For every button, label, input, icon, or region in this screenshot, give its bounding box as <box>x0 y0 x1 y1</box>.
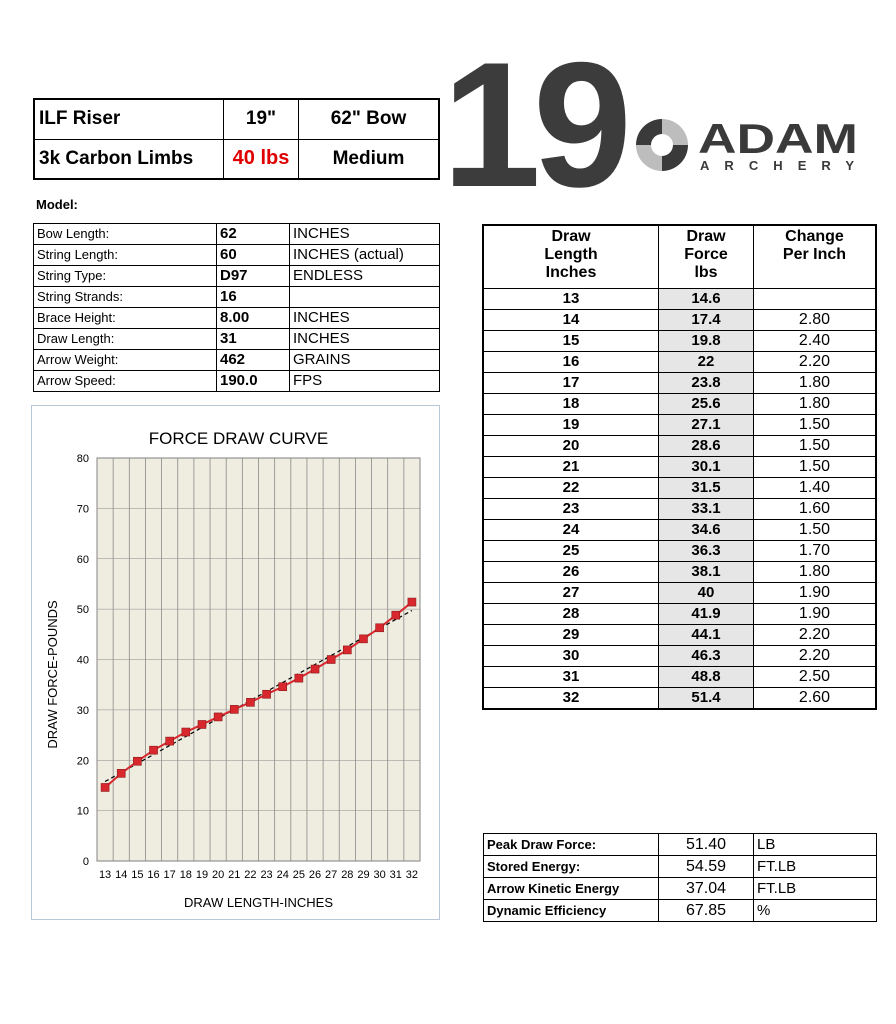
draw-force-cell: 27.1 <box>659 415 754 436</box>
spec-row <box>34 224 440 245</box>
summary-label: Dynamic Efficiency <box>484 900 659 922</box>
y-tick-label: 40 <box>76 654 89 667</box>
draw-length-cell: 21 <box>483 457 659 478</box>
table-row <box>483 457 876 478</box>
table-row <box>483 373 876 394</box>
change-per-inch-cell: 1.50 <box>754 520 877 541</box>
x-tick-label: 26 <box>308 869 322 881</box>
draw-length-cell: 27 <box>483 583 659 604</box>
x-tick-label: 15 <box>131 869 144 881</box>
change-per-inch-cell: 1.50 <box>754 436 877 457</box>
force-draw-chart-svg <box>32 406 439 919</box>
summary-unit: FT.LB <box>754 878 877 900</box>
draw-force-cell: 25.6 <box>659 394 754 415</box>
y-axis-label: DRAW FORCE-POUNDS <box>45 600 60 749</box>
summary-label: Stored Energy: <box>484 856 659 878</box>
table-row <box>483 625 876 646</box>
force-draw-chart <box>31 405 440 920</box>
data-point <box>214 713 222 721</box>
spec-label: Draw Length: <box>34 329 217 350</box>
data-point <box>376 624 384 632</box>
x-tick-label: 22 <box>244 869 257 881</box>
summary-row <box>484 900 877 922</box>
data-point <box>246 698 254 706</box>
spec-value: 31 <box>217 329 290 350</box>
data-point <box>101 783 109 791</box>
y-tick-label: 80 <box>76 453 89 465</box>
data-point <box>392 611 400 619</box>
limb-length: Medium <box>299 139 440 179</box>
summary-value: 51.40 <box>659 834 754 856</box>
table-row <box>483 646 876 667</box>
table-row <box>483 352 876 373</box>
change-per-inch-cell: 1.60 <box>754 499 877 520</box>
summary-row <box>484 878 877 900</box>
x-axis-label: DRAW LENGTH-INCHES <box>183 895 334 910</box>
change-per-inch-cell: 1.70 <box>754 541 877 562</box>
data-point <box>182 728 190 736</box>
spec-value: 462 <box>217 350 290 371</box>
spec-value: 60 <box>217 245 290 266</box>
draw-length-cell: 15 <box>483 331 659 352</box>
change-per-inch-cell: 2.20 <box>754 646 877 667</box>
draw-force-cell: 19.8 <box>659 331 754 352</box>
spec-label: String Length: <box>34 245 217 266</box>
spec-table <box>33 223 440 392</box>
spec-unit: GRAINS <box>290 350 440 371</box>
draw-length-cell: 26 <box>483 562 659 583</box>
x-tick-label: 31 <box>389 869 402 881</box>
x-tick-label: 21 <box>228 869 241 881</box>
table-row <box>483 604 876 625</box>
table-row <box>483 310 876 331</box>
data-point <box>263 690 271 698</box>
table-row <box>483 562 876 583</box>
x-tick-label: 17 <box>163 869 176 881</box>
y-tick-label: 0 <box>82 856 89 868</box>
table-row <box>483 520 876 541</box>
adam-archery-logo <box>634 115 866 175</box>
y-tick-label: 60 <box>76 553 89 566</box>
table-row <box>483 331 876 352</box>
draw-length-cell: 22 <box>483 478 659 499</box>
change-per-inch-cell: 2.20 <box>754 625 877 646</box>
summary-unit: % <box>754 900 877 922</box>
summary-value: 54.59 <box>659 856 754 878</box>
riser-type: ILF Riser <box>34 99 224 139</box>
table-row <box>483 394 876 415</box>
draw-length-cell: 13 <box>483 289 659 310</box>
bow-header-table <box>33 98 440 180</box>
change-per-inch-cell: 2.80 <box>754 310 877 331</box>
riser-size-big-number: 19 <box>442 25 624 224</box>
spec-row <box>34 266 440 287</box>
summary-row <box>484 856 877 878</box>
draw-force-cell: 34.6 <box>659 520 754 541</box>
spec-value: 16 <box>217 287 290 308</box>
spec-unit: INCHES (actual) <box>290 245 440 266</box>
table-row <box>483 478 876 499</box>
change-per-inch-cell: 1.40 <box>754 478 877 499</box>
change-per-inch-cell: 1.50 <box>754 457 877 478</box>
draw-length-cell: 32 <box>483 688 659 710</box>
spec-row <box>34 329 440 350</box>
change-per-inch-cell: 1.90 <box>754 604 877 625</box>
data-point <box>198 720 206 728</box>
logo-sub-text: ARCHERY <box>700 158 854 173</box>
draw-length-cell: 14 <box>483 310 659 331</box>
draw-force-cell: 44.1 <box>659 625 754 646</box>
spec-unit: ENDLESS <box>290 266 440 287</box>
draw-length-cell: 17 <box>483 373 659 394</box>
data-point <box>359 635 367 643</box>
data-point <box>166 737 174 745</box>
header-row <box>34 139 439 179</box>
draw-length-cell: 28 <box>483 604 659 625</box>
spec-unit: FPS <box>290 371 440 392</box>
draw-length-cell: 24 <box>483 520 659 541</box>
x-tick-label: 24 <box>276 869 289 881</box>
column-header: Draw Length Inches <box>483 225 659 289</box>
table-row <box>483 541 876 562</box>
chart-title: FORCE DRAW CURVE <box>148 429 329 448</box>
draw-length-cell: 23 <box>483 499 659 520</box>
x-tick-label: 16 <box>147 869 160 881</box>
draw-force-cell: 28.6 <box>659 436 754 457</box>
spec-value: 62 <box>217 224 290 245</box>
table-row <box>483 289 876 310</box>
spec-unit: INCHES <box>290 329 440 350</box>
y-tick-label: 20 <box>76 755 89 768</box>
spec-label: Bow Length: <box>34 224 217 245</box>
x-tick-label: 32 <box>405 869 419 881</box>
x-tick-label: 23 <box>260 869 273 881</box>
draw-force-cell: 22 <box>659 352 754 373</box>
spec-row <box>34 308 440 329</box>
draw-force-cell: 40 <box>659 583 754 604</box>
table-row <box>483 583 876 604</box>
table-row <box>483 688 876 710</box>
draw-length-cell: 30 <box>483 646 659 667</box>
data-point <box>150 746 158 754</box>
bow-length-label: 62" Bow <box>299 99 440 139</box>
summary-row <box>484 834 877 856</box>
summary-label: Peak Draw Force: <box>484 834 659 856</box>
x-tick-label: 20 <box>212 869 225 881</box>
data-point <box>133 757 141 765</box>
y-tick-label: 10 <box>76 805 89 818</box>
x-tick-label: 25 <box>292 869 305 881</box>
draw-length-cell: 20 <box>483 436 659 457</box>
summary-value: 37.04 <box>659 878 754 900</box>
data-point <box>343 646 351 654</box>
limb-weight: 40 lbs <box>224 139 299 179</box>
draw-length-cell: 25 <box>483 541 659 562</box>
table-row <box>483 667 876 688</box>
draw-force-cell: 36.3 <box>659 541 754 562</box>
x-tick-label: 13 <box>98 869 112 881</box>
spec-label: String Strands: <box>34 287 217 308</box>
data-point <box>327 656 335 664</box>
x-tick-label: 27 <box>325 869 338 881</box>
spec-unit: INCHES <box>290 308 440 329</box>
data-point <box>311 665 319 673</box>
x-tick-label: 18 <box>179 869 192 881</box>
spec-row <box>34 350 440 371</box>
column-header: Draw Force lbs <box>659 225 754 289</box>
change-per-inch-cell: 1.80 <box>754 394 877 415</box>
draw-force-cell: 23.8 <box>659 373 754 394</box>
data-point <box>117 769 125 777</box>
summary-unit: FT.LB <box>754 856 877 878</box>
summary-label: Arrow Kinetic Energy <box>484 878 659 900</box>
draw-length-cell: 19 <box>483 415 659 436</box>
y-tick-label: 30 <box>76 704 89 717</box>
spec-row <box>34 371 440 392</box>
draw-force-cell: 14.6 <box>659 289 754 310</box>
draw-length-cell: 31 <box>483 667 659 688</box>
draw-table-header <box>483 225 876 289</box>
draw-force-cell: 31.5 <box>659 478 754 499</box>
data-point <box>408 598 416 606</box>
data-point <box>230 705 238 713</box>
x-tick-label: 14 <box>115 869 128 881</box>
draw-force-cell: 38.1 <box>659 562 754 583</box>
column-header: Change Per Inch <box>754 225 877 289</box>
draw-force-cell: 33.1 <box>659 499 754 520</box>
change-per-inch-cell: 2.40 <box>754 331 877 352</box>
x-tick-label: 30 <box>373 869 386 881</box>
table-row <box>483 436 876 457</box>
model-label: Model: <box>36 197 78 212</box>
change-per-inch-cell: 2.20 <box>754 352 877 373</box>
spec-label: String Type: <box>34 266 217 287</box>
draw-length-cell: 18 <box>483 394 659 415</box>
table-row <box>483 415 876 436</box>
spec-label: Arrow Speed: <box>34 371 217 392</box>
table-row <box>483 499 876 520</box>
change-per-inch-cell: 1.80 <box>754 373 877 394</box>
draw-force-cell: 30.1 <box>659 457 754 478</box>
spec-unit: INCHES <box>290 224 440 245</box>
summary-value: 67.85 <box>659 900 754 922</box>
data-point <box>295 674 303 682</box>
change-per-inch-cell: 2.60 <box>754 688 877 710</box>
header-row <box>34 99 439 139</box>
spec-row <box>34 245 440 266</box>
change-per-inch-cell: 1.50 <box>754 415 877 436</box>
change-per-inch-cell: 1.80 <box>754 562 877 583</box>
spec-label: Arrow Weight: <box>34 350 217 371</box>
x-tick-label: 29 <box>357 869 370 881</box>
draw-force-cell: 41.9 <box>659 604 754 625</box>
riser-size: 19" <box>224 99 299 139</box>
limb-type: 3k Carbon Limbs <box>34 139 224 179</box>
x-tick-label: 19 <box>195 869 209 881</box>
spec-unit <box>290 287 440 308</box>
draw-force-cell: 48.8 <box>659 667 754 688</box>
target-logo-icon <box>636 119 688 171</box>
draw-force-cell: 17.4 <box>659 310 754 331</box>
change-per-inch-cell: 2.50 <box>754 667 877 688</box>
draw-force-table <box>482 224 877 710</box>
logo-brand-text: ADAM <box>698 115 858 162</box>
spec-label: Brace Height: <box>34 308 217 329</box>
change-per-inch-cell: 1.90 <box>754 583 877 604</box>
summary-table <box>483 833 877 922</box>
draw-force-cell: 46.3 <box>659 646 754 667</box>
spec-value: 190.0 <box>217 371 290 392</box>
x-tick-label: 28 <box>341 869 354 881</box>
spec-value: D97 <box>217 266 290 287</box>
draw-length-cell: 16 <box>483 352 659 373</box>
y-tick-label: 70 <box>76 503 89 516</box>
y-tick-label: 50 <box>76 604 89 617</box>
summary-unit: LB <box>754 834 877 856</box>
data-point <box>279 683 287 691</box>
spec-value: 8.00 <box>217 308 290 329</box>
spec-row <box>34 287 440 308</box>
draw-force-cell: 51.4 <box>659 688 754 710</box>
change-per-inch-cell <box>754 289 877 310</box>
draw-length-cell: 29 <box>483 625 659 646</box>
